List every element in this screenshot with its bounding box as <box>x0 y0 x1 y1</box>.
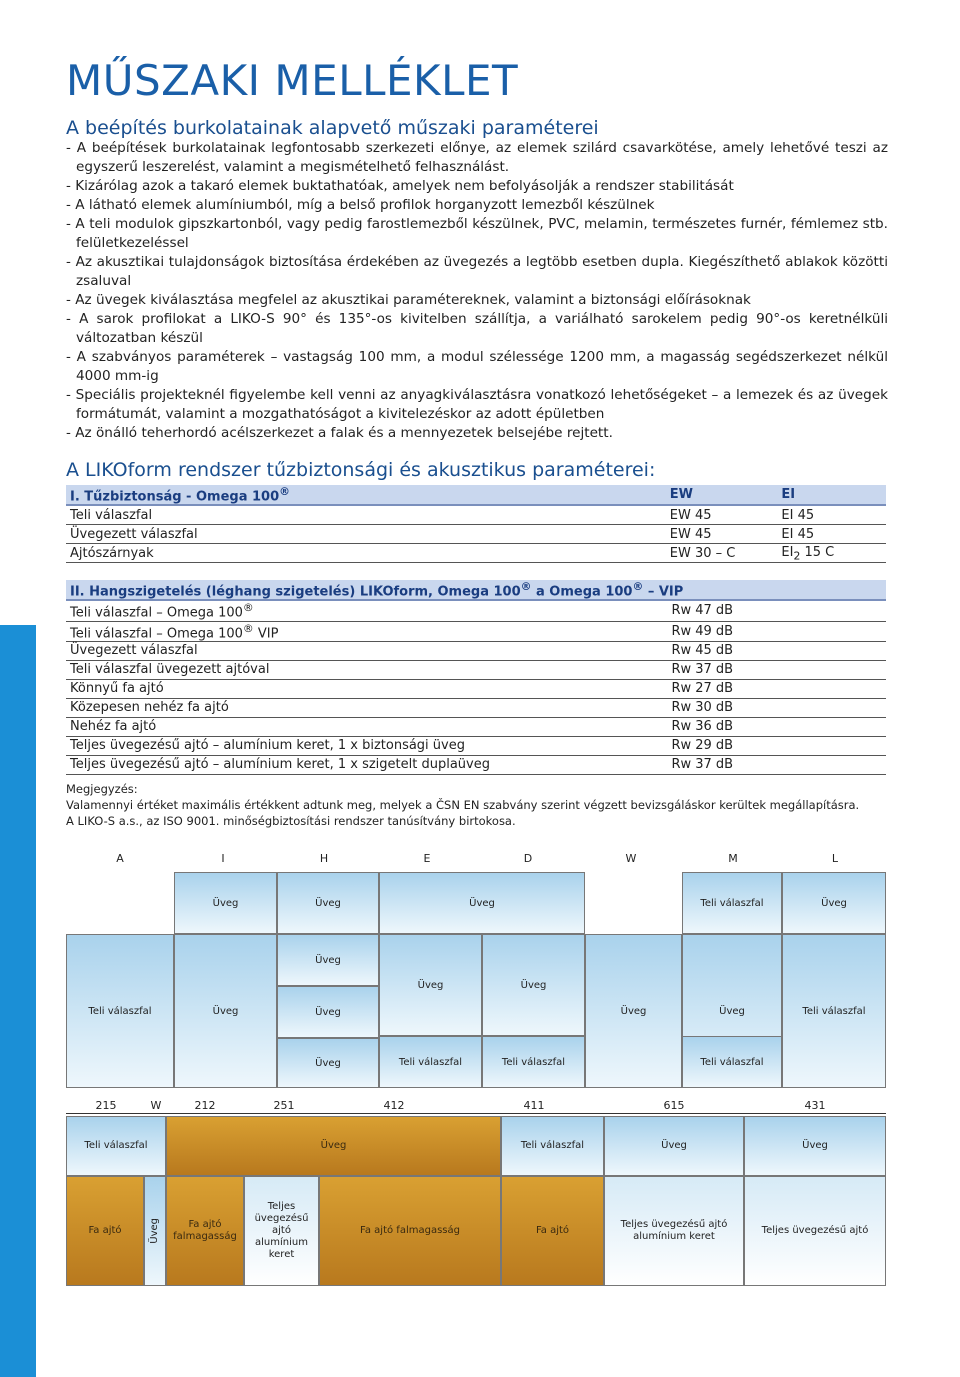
bullet-item: - A látható elemek alumíniumból, míg a belső profilok horganyzott lemezből készülnek <box>66 197 655 213</box>
table-row <box>66 698 886 717</box>
table-header-row <box>66 485 886 505</box>
column-letter: W <box>625 852 637 865</box>
dimension-label: W <box>150 1099 162 1112</box>
column-letter: E <box>423 852 431 865</box>
acoustic-header: II. Hangszigetelés (léghang szigetelés) LIKOform, Omega 100® a Omega 100® – VIP <box>66 580 779 600</box>
panel: Üveg <box>682 934 782 1088</box>
panel: Teli válaszfal <box>782 934 886 1088</box>
panel: Üveg <box>277 1038 379 1088</box>
row-ew: EW 45 <box>666 525 778 544</box>
body-text <box>66 139 888 443</box>
row-name: Közepesen nehéz fa ajtó <box>66 698 667 717</box>
row-ew: EW 45 <box>666 505 778 525</box>
panel: Üveg <box>277 934 379 986</box>
panel: Teli válaszfal <box>482 1036 585 1088</box>
partition-diagram-1 <box>66 872 886 1088</box>
row-ew: EW 30 – C <box>666 544 778 563</box>
row-name: Könnyű fa ajtó <box>66 679 667 698</box>
bullet-item: - A sarok profilokat a LIKO-S 90° és 135°-os kivitelben szállítja, a variálható sarokelem pedig 90°-os keretnélküli változatban készül <box>66 311 889 346</box>
panel: Üveg <box>604 1116 744 1176</box>
dimension-label: 412 <box>383 1099 405 1112</box>
row-value: Rw 36 dB <box>667 717 779 736</box>
bullet-item: - Az üvegek kiválasztása megfelel az akusztikai paramétereknek, valamint a biztonsági előírásoknak <box>66 292 751 308</box>
door-panel: Fa ajtó <box>501 1176 604 1286</box>
panel: Teli válaszfal <box>501 1116 604 1176</box>
row-ei: EI 45 <box>777 505 886 525</box>
diagram-1-letters <box>66 852 886 866</box>
notes-line-1: Valamennyi értéket maximális értékkent adtunk meg, melyek a ČSN EN szabvány szerint végzett bevizsgáláskor kerültek megállapításra. <box>66 798 860 812</box>
panel: Üveg <box>174 934 277 1088</box>
dimension-line <box>66 1113 886 1114</box>
fire-header-name: I. Tűzbiztonság - Omega 100® <box>66 485 666 505</box>
fire-header-ew: EW <box>666 485 778 505</box>
bullet-item: - Az önálló teherhordó acélszerkezet a falak és a mennyezetek belsejébe rejtett. <box>66 425 613 441</box>
row-name: Ajtószárnyak <box>66 544 666 563</box>
table-header-row <box>66 580 886 600</box>
panel: Üveg <box>482 934 585 1036</box>
panel: Teli válaszfal <box>682 872 782 934</box>
fire-header-ei: EI <box>777 485 886 505</box>
door-panel: Fa ajtó falmagasság <box>319 1176 501 1286</box>
table-row <box>66 525 886 544</box>
panel: Üveg <box>166 1116 501 1176</box>
page-title: MŰSZAKI MELLÉKLET <box>66 56 519 105</box>
row-name: Teli válaszfal <box>66 505 666 525</box>
panel: Üveg <box>744 1116 886 1176</box>
table-row <box>66 544 886 563</box>
row-value: Rw 27 dB <box>667 679 779 698</box>
panel: Teli válaszfal <box>66 934 174 1088</box>
intro-list <box>66 139 888 443</box>
table-row <box>66 641 886 660</box>
table-row <box>66 736 886 755</box>
door-panel: Fa ajtó falmagasság <box>166 1176 244 1286</box>
panel: Teli válaszfal <box>66 1116 166 1176</box>
column-letter: L <box>831 852 839 865</box>
bullet-item: - Az akusztikai tulajdonságok biztosítása érdekében az üvegezés a legtöbb esetben dupla. Kiegészíthető ablakok közötti zsaluval <box>66 254 888 289</box>
row-name: Teli válaszfal – Omega 100® VIP <box>66 621 667 641</box>
notes <box>66 781 886 829</box>
bullet-item: - Kizárólag azok a takaró elemek buktathatóak, amelyek nem befolyásolják a rendszer stabilitását <box>66 178 734 194</box>
table-row <box>66 717 886 736</box>
row-name: Teli válaszfal üvegezett ajtóval <box>66 660 667 679</box>
intro-paragraph: - A beépítések burkolatainak legfontosabb szerkezeti előnye, az elemek szilárd csavarkötése, amely lehetővé teszi az egyszerű leszerelést, valamint a megismételhető felhasználást. <box>66 140 888 175</box>
bullet-item: - A szabványos paraméterek – vastagság 100 mm, a modul szélessége 1200 mm, a magasság segédszerkezet nélkül 4000 mm-ig <box>66 349 888 384</box>
panel: Teli válaszfal <box>682 1036 782 1088</box>
dimension-label: 431 <box>804 1099 826 1112</box>
row-value: Rw 37 dB <box>667 755 779 774</box>
row-value: Rw 37 dB <box>667 660 779 679</box>
row-name: Nehéz fa ajtó <box>66 717 667 736</box>
panel: Üveg <box>174 872 277 934</box>
row-value: Rw 29 dB <box>667 736 779 755</box>
dimension-label: 411 <box>523 1099 545 1112</box>
section-1-title: A beépítés burkolatainak alapvető műszaki paraméterei <box>66 117 599 139</box>
notes-label: Megjegyzés: <box>66 782 138 796</box>
row-ei: $EI_2$ 15 C <box>777 544 886 563</box>
column-letter: D <box>523 852 533 865</box>
panel: Üveg <box>379 872 585 934</box>
notes-line-2: A LIKO-S a.s., az ISO 9001. minőségbiztosítási rendszer tanúsítvány birtokosa. <box>66 814 516 828</box>
dimension-label: 215 <box>95 1099 117 1112</box>
column-letter: H <box>319 852 329 865</box>
dimension-label: 212 <box>194 1099 216 1112</box>
column-letter: I <box>221 852 225 865</box>
dimension-label: 615 <box>663 1099 685 1112</box>
row-name: Teljes üvegezésű ajtó – alumínium keret, 1 x biztonsági üveg <box>66 736 667 755</box>
row-ei: EI 45 <box>777 525 886 544</box>
row-name: Teli válaszfal – Omega 100® <box>66 600 667 621</box>
bullet-item: - A teli modulok gipszkartonból, vagy pedig farostlemezből készülnek, PVC, melamin, természetes furnér, fémlemez stb. felületkezeléssel <box>66 216 889 251</box>
panel: Teli válaszfal <box>379 1036 482 1088</box>
bullet-item: - Speciális projekteknél figyelembe kell venni az anyagkiválasztásra vonatkozó lehetőségeket – a lemezek és az üvegek formátumát, valamint a mozgathatóságot a kivitelezéskor az adott épületben <box>66 387 888 422</box>
row-name: Üvegezett válaszfal <box>66 641 667 660</box>
table-row <box>66 660 886 679</box>
row-value: Rw 45 dB <box>667 641 779 660</box>
door-panel: Teljes üvegezésű ajtó <box>744 1176 886 1286</box>
acoustic-table <box>66 580 886 775</box>
panel: Üveg <box>782 872 886 934</box>
door-panel: Teljes üvegezésű ajtó alumínium keret <box>604 1176 744 1286</box>
panel: Üveg <box>379 934 482 1036</box>
panel: Üveg <box>144 1176 166 1286</box>
panel: Üveg <box>277 872 379 934</box>
diagram-2-dimensions <box>66 1099 886 1113</box>
table-row <box>66 679 886 698</box>
row-name: Üvegezett válaszfal <box>66 525 666 544</box>
row-name: Teljes üvegezésű ajtó – alumínium keret, 1 x szigetelt duplaüveg <box>66 755 667 774</box>
column-letter: A <box>116 852 124 865</box>
row-value: Rw 47 dB <box>667 600 779 621</box>
column-letter: M <box>728 852 738 865</box>
row-value: Rw 30 dB <box>667 698 779 717</box>
door-panel: Teljes üvegezésű ajtó alumínium keret <box>244 1176 319 1286</box>
fire-safety-table <box>66 485 886 563</box>
side-accent-bar <box>0 625 36 1377</box>
partition-diagram-2 <box>66 1116 886 1286</box>
panel: Üveg <box>585 934 682 1088</box>
section-2-title: A LIKOform rendszer tűzbiztonsági és akusztikus paraméterei: <box>66 459 656 481</box>
table-row <box>66 505 886 525</box>
row-value: Rw 49 dB <box>667 621 779 641</box>
panel: Üveg <box>277 986 379 1038</box>
table-row <box>66 621 886 641</box>
table-row <box>66 600 886 621</box>
dimension-label: 251 <box>273 1099 295 1112</box>
door-panel: Fa ajtó <box>66 1176 144 1286</box>
table-row <box>66 755 886 774</box>
